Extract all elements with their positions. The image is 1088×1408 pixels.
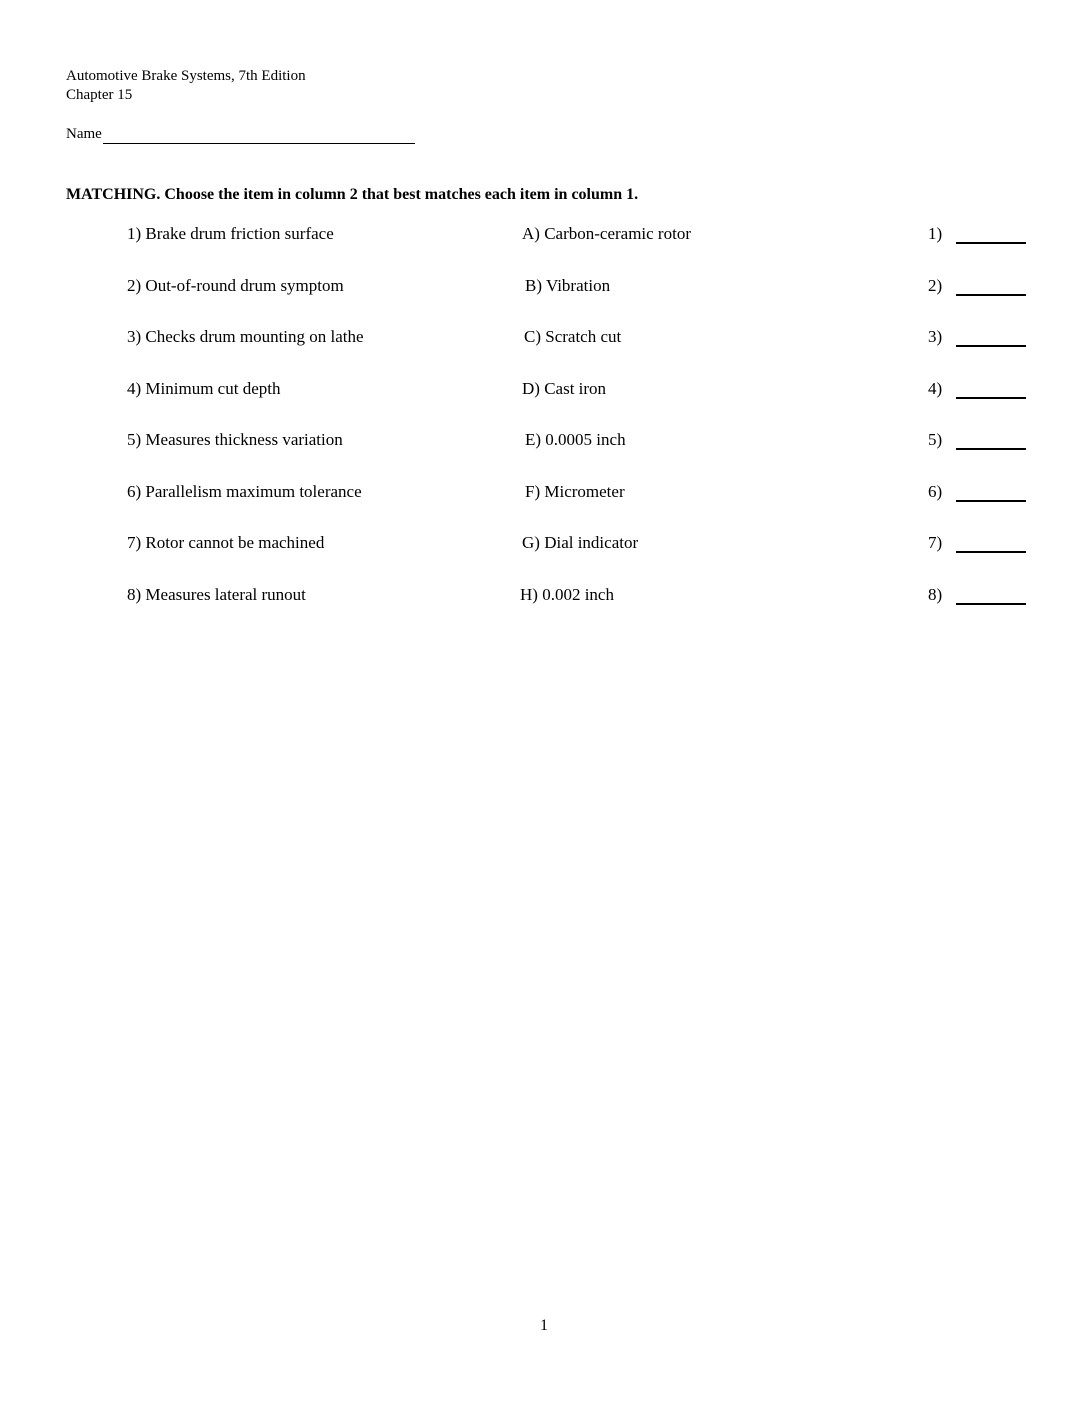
answer-number: 1) bbox=[928, 224, 943, 243]
book-title: Automotive Brake Systems, 7th Edition bbox=[66, 68, 306, 84]
answer-blank[interactable] bbox=[956, 500, 1026, 502]
answer-number: 5) bbox=[928, 430, 943, 449]
column1-item: 8) Measures lateral runout bbox=[127, 585, 306, 604]
column1-item: 2) Out-of-round drum symptom bbox=[127, 276, 344, 295]
column1-item: 4) Minimum cut depth bbox=[127, 379, 281, 398]
answer-blank[interactable] bbox=[956, 397, 1026, 399]
matching-row-3 bbox=[0, 326, 1088, 350]
answer-number: 2) bbox=[928, 276, 943, 295]
matching-row-4 bbox=[0, 378, 1088, 402]
column2-item: E) 0.0005 inch bbox=[525, 430, 626, 449]
column2-item: B) Vibration bbox=[525, 276, 611, 295]
matching-instructions: MATCHING. Choose the item in column 2 that best matches each item in column 1. bbox=[66, 186, 639, 203]
name-row bbox=[66, 125, 415, 144]
answer-blank[interactable] bbox=[956, 294, 1026, 296]
column1-item: 7) Rotor cannot be machined bbox=[127, 533, 325, 552]
name-label: Name bbox=[66, 126, 102, 142]
column2-item: F) Micrometer bbox=[525, 482, 625, 501]
answer-blank[interactable] bbox=[956, 551, 1026, 553]
column2-item: A) Carbon-ceramic rotor bbox=[522, 224, 691, 243]
answer-number: 8) bbox=[928, 585, 943, 604]
column1-item: 1) Brake drum friction surface bbox=[127, 224, 334, 243]
answer-blank[interactable] bbox=[956, 448, 1026, 450]
answer-number: 7) bbox=[928, 533, 943, 552]
name-blank-line[interactable] bbox=[103, 125, 415, 144]
matching-row-5 bbox=[0, 429, 1088, 453]
matching-row-7 bbox=[0, 532, 1088, 556]
matching-row-6 bbox=[0, 481, 1088, 505]
answer-number: 4) bbox=[928, 379, 943, 398]
column1-item: 3) Checks drum mounting on lathe bbox=[127, 327, 364, 346]
chapter-label: Chapter 15 bbox=[66, 87, 133, 103]
answer-number: 6) bbox=[928, 482, 943, 501]
answer-blank[interactable] bbox=[956, 242, 1026, 244]
answer-number: 3) bbox=[928, 327, 943, 346]
answer-blank[interactable] bbox=[956, 345, 1026, 347]
matching-row-1 bbox=[0, 223, 1088, 247]
column1-item: 6) Parallelism maximum tolerance bbox=[127, 482, 362, 501]
column2-item: D) Cast iron bbox=[522, 379, 607, 398]
column1-item: 5) Measures thickness variation bbox=[127, 430, 343, 449]
page-number: 1 bbox=[540, 1317, 548, 1334]
column2-item: H) 0.002 inch bbox=[520, 585, 614, 604]
answer-blank[interactable] bbox=[956, 603, 1026, 605]
matching-row-2 bbox=[0, 275, 1088, 299]
column2-item: G) Dial indicator bbox=[522, 533, 639, 552]
column2-item: C) Scratch cut bbox=[524, 327, 622, 346]
matching-row-8 bbox=[0, 584, 1088, 608]
